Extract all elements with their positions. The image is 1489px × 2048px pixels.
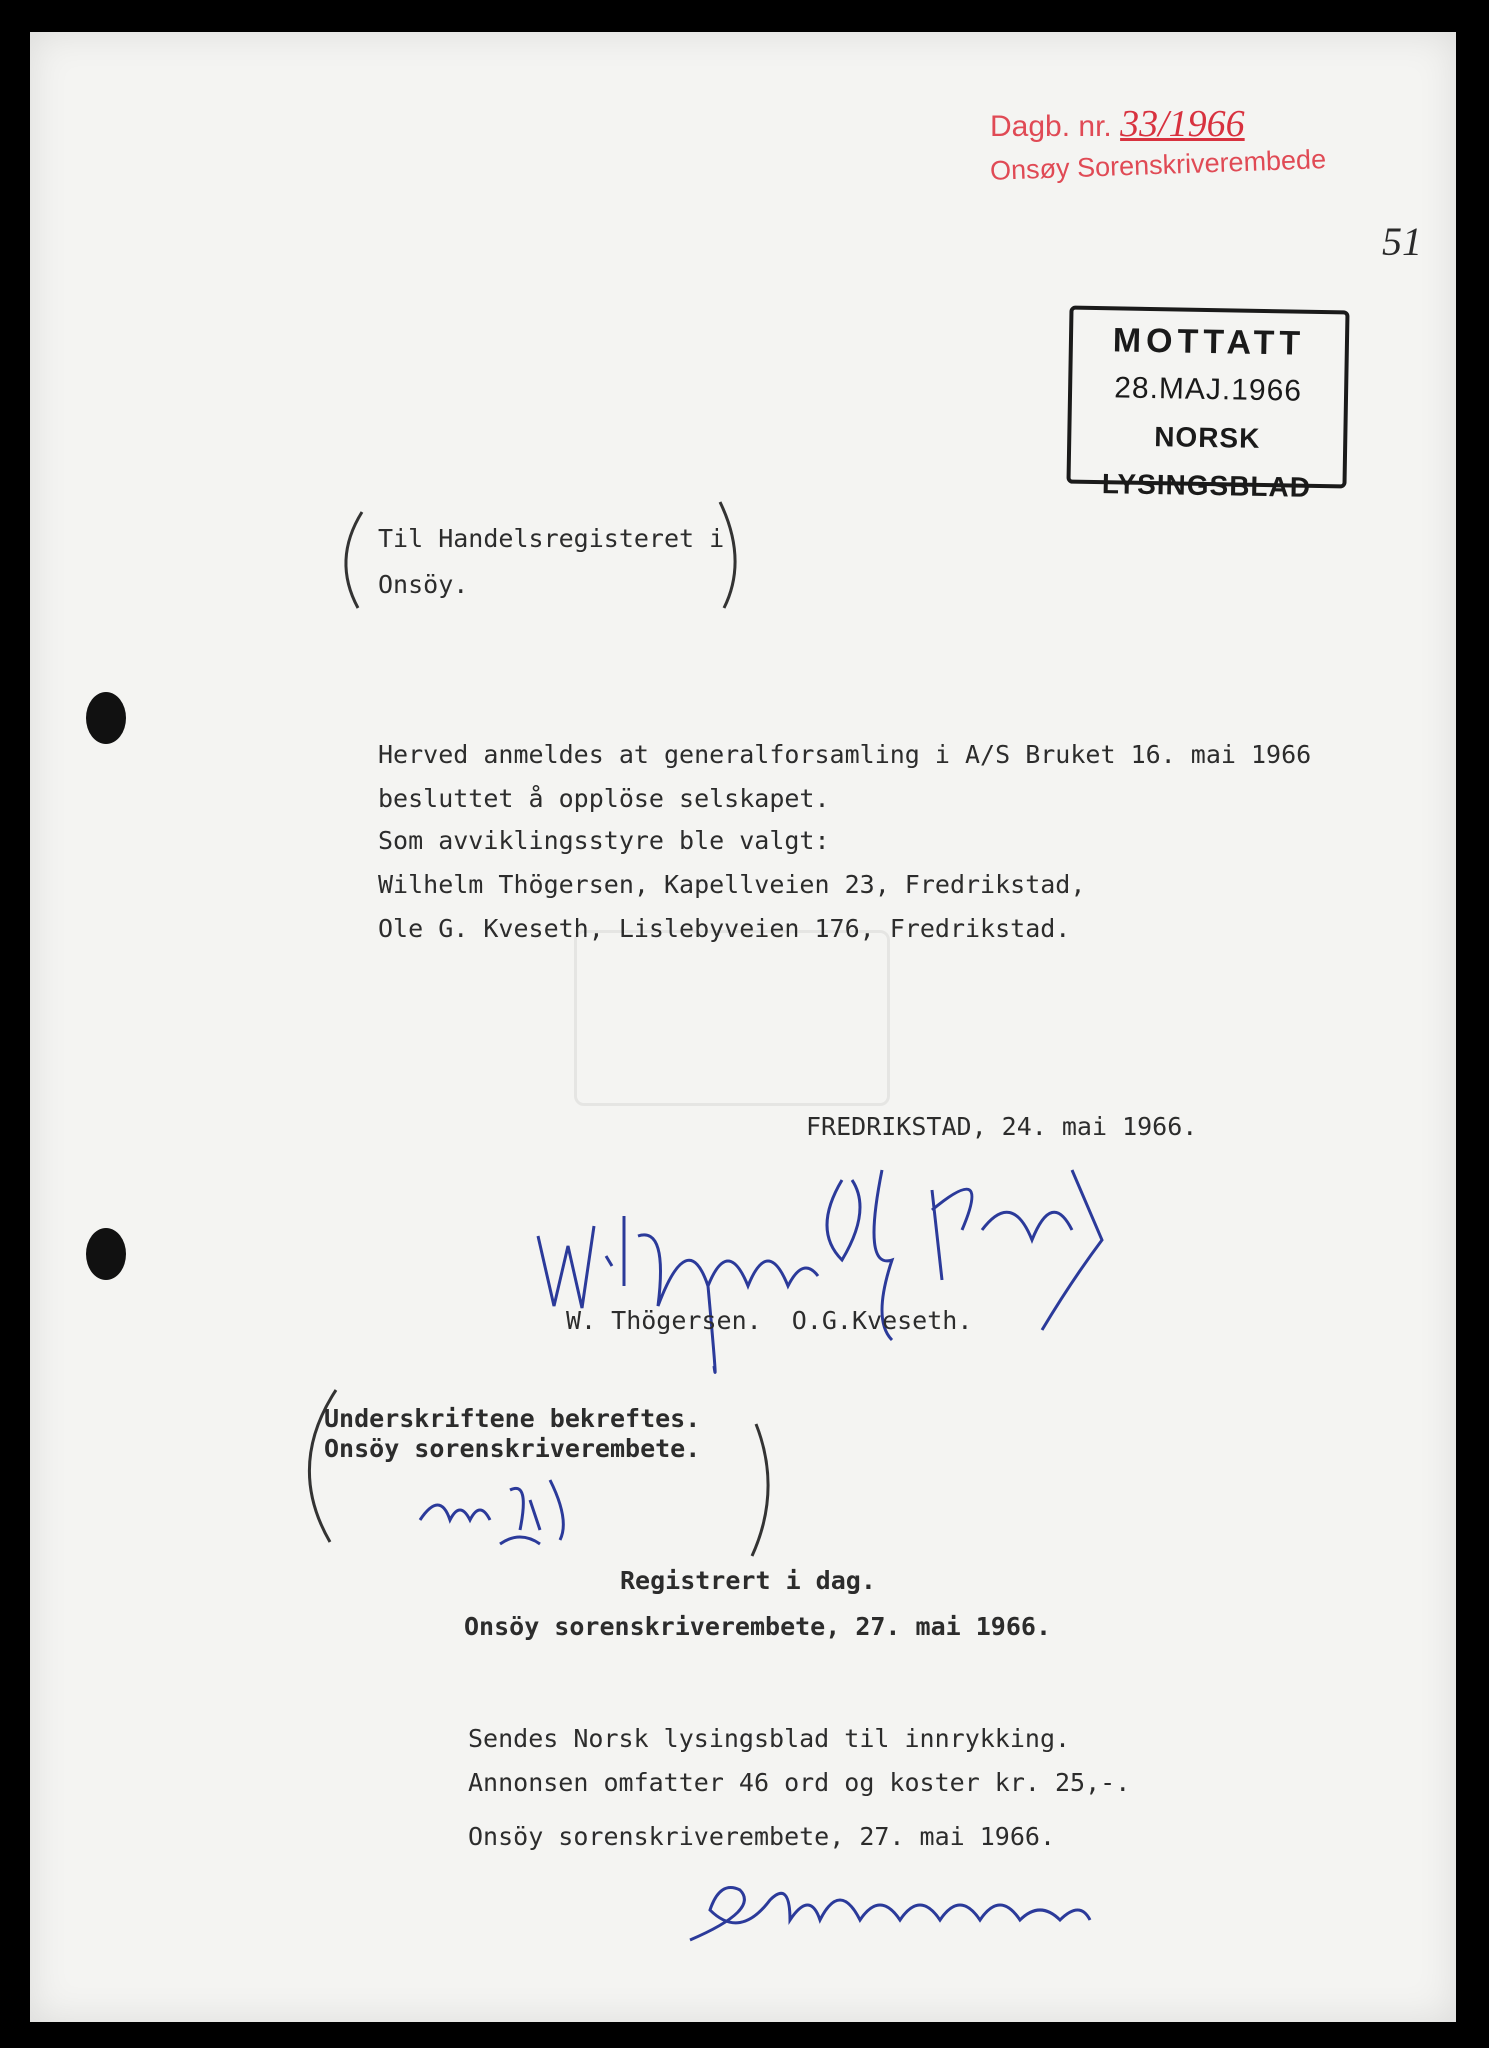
publication-line-3: Onsöy sorenskriverembete, 27. mai 1966. <box>468 1822 1055 1851</box>
certification-line-1: Underskriftene bekreftes. <box>324 1404 701 1433</box>
received-stamp-publisher: NORSK LYSINGSBLAD <box>1101 421 1312 503</box>
body-line-4: Wilhelm Thögersen, Kapellveien 23, Fredrikstad, <box>378 870 1086 899</box>
journal-number-value: 33/1966 <box>1120 103 1245 145</box>
certification-bracket-right <box>742 1420 792 1560</box>
body-line-1: Herved anmeldes at generalforsamling i A/S Bruket 16. mai 1966 <box>378 740 1312 769</box>
body-line-2: besluttet å opplöse selskapet. <box>378 784 830 813</box>
signatories-names: W. Thögersen. O.G.Kveseth. <box>566 1306 973 1335</box>
body-line-5: Ole G. Kveseth, Lislebyveien 176, Fredrikstad. <box>378 914 1071 943</box>
publication-line-2: Annonsen omfatter 46 ord og koster kr. 25,-. <box>468 1768 1131 1797</box>
body-line-3: Som avviklingsstyre ble valgt: <box>378 826 830 855</box>
received-stamp-date: 28.MAJ.1966 <box>1113 371 1303 408</box>
registration-line-1: Registrert i dag. <box>620 1566 876 1595</box>
signature-certifier <box>410 1460 610 1560</box>
addressee-bracket-right <box>710 500 750 610</box>
signature-registrar <box>680 1870 1100 1960</box>
received-stamp-title: MOTTATT <box>1112 321 1306 363</box>
addressee-line-1: Til Handelsregisteret i <box>378 524 725 553</box>
certification-line-2: Onsöy sorenskriverembete. <box>324 1434 701 1463</box>
ghost-stamp <box>574 930 890 1106</box>
office-stamp: Onsøy Sorenskriverembede <box>989 144 1327 186</box>
registration-line-2: Onsöy sorenskriverembete, 27. mai 1966. <box>464 1612 1051 1641</box>
punch-hole-bottom <box>86 1228 126 1280</box>
place-date: FREDRIKSTAD, 24. mai 1966. <box>806 1112 1198 1141</box>
publication-line-1: Sendes Norsk lysingsblad til innrykking. <box>468 1724 1071 1753</box>
journal-number-label: Dagb. nr. <box>990 110 1112 143</box>
signature-thogersen <box>528 1196 828 1376</box>
page-number: 51 <box>1382 219 1422 264</box>
received-stamp <box>1066 306 1349 503</box>
punch-hole-top <box>86 692 126 744</box>
addressee-bracket-left <box>330 510 370 610</box>
journal-number-stamp <box>990 102 1245 146</box>
addressee-line-2: Onsöy. <box>378 570 469 599</box>
